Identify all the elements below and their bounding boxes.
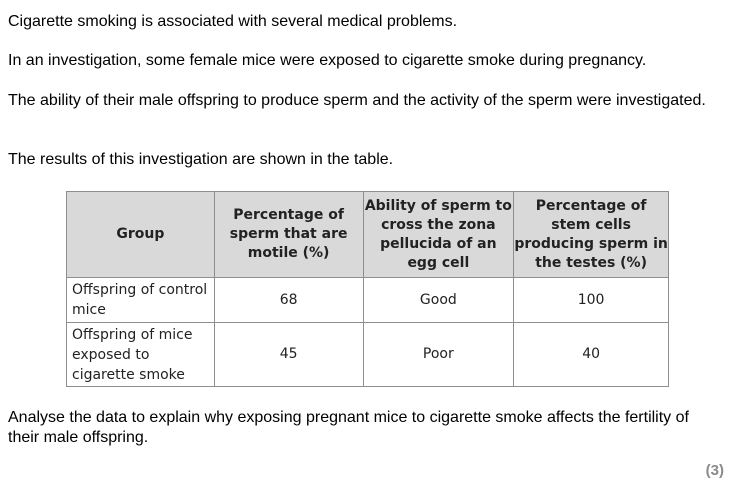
header-zona-pellucida-ability: Ability of sperm to cross the zona pellucida of an egg cell (363, 192, 514, 278)
results-intro-text: The results of this investigation are shown in the table. (8, 151, 394, 168)
table-row (67, 278, 669, 323)
header-stem-cell-percentage: Percentage of stem cells producing sperm in the testes (%) (514, 192, 669, 278)
group-cell: Offspring of control mice (67, 278, 215, 323)
ability-text: The ability of their male offspring to produce sperm and the activity of the sperm were investigated. (8, 92, 706, 109)
header-motile-percentage: Percentage of sperm that are motile (%) (214, 192, 363, 278)
group-cell: Offspring of mice exposed to cigarette smoke (67, 323, 215, 387)
stem-cell-cell: 100 (514, 278, 669, 323)
motile-cell: 45 (214, 323, 363, 387)
motile-cell: 68 (214, 278, 363, 323)
table-row (67, 323, 669, 387)
stem-cell-cell: 40 (514, 323, 669, 387)
zona-ability-cell: Good (363, 278, 514, 323)
investigation-text: In an investigation, some female mice were exposed to cigarette smoke during pregnancy. (8, 52, 647, 69)
results-table (66, 191, 669, 387)
header-group: Group (67, 192, 215, 278)
zona-ability-cell: Poor (363, 323, 514, 387)
question-text: Analyse the data to explain why exposing pregnant mice to cigarette smoke affects the fertility of their male offspring. (8, 409, 689, 446)
intro-text: Cigarette smoking is associated with several medical problems. (8, 13, 458, 30)
marks-label: (3) (705, 462, 724, 479)
table-header-row (67, 192, 669, 278)
